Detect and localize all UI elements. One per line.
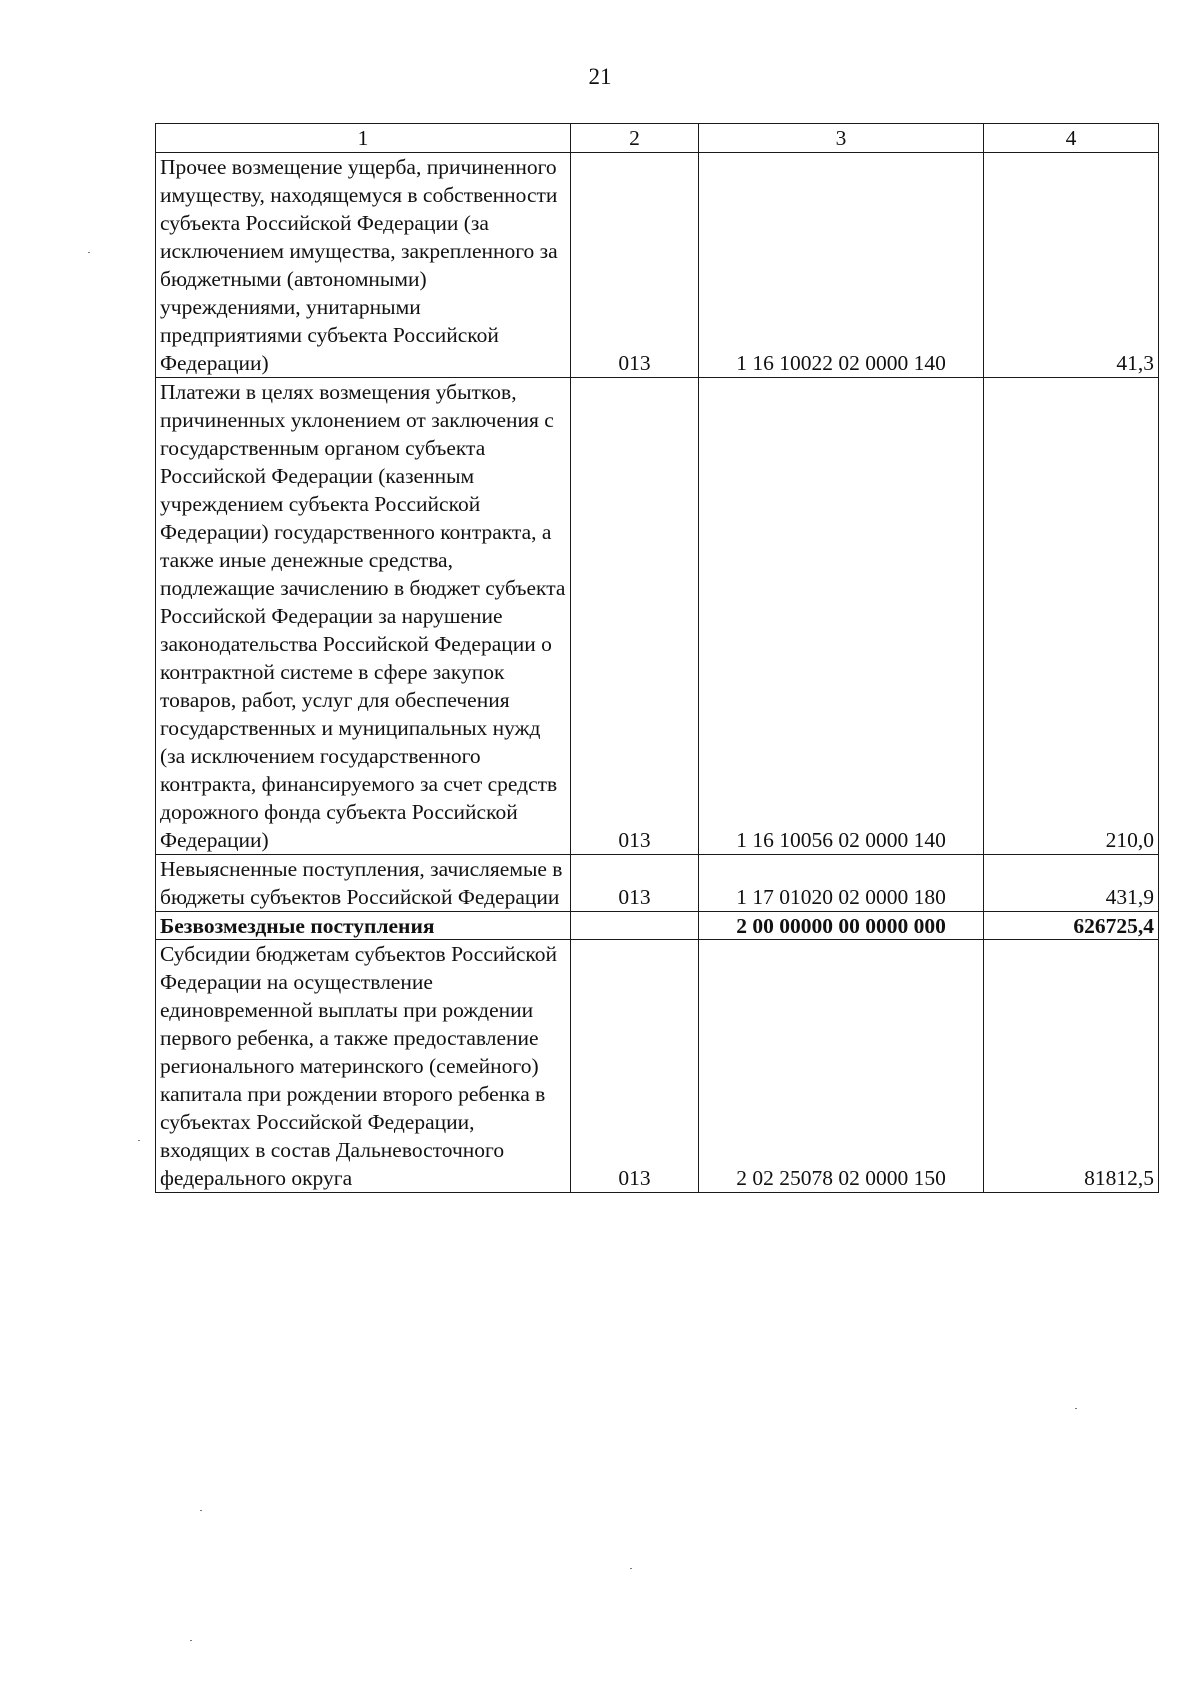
column-number-row [156,124,1159,153]
row-budget-code: 1 17 01020 02 0000 180 [699,855,984,912]
scan-speck [200,1510,202,1511]
page-number: 21 [588,64,612,89]
row-admin-code: 013 [571,378,699,855]
row-amount: 41,3 [984,153,1159,378]
row-admin-code: 013 [571,940,699,1193]
table-row [156,940,1159,1193]
row-amount: 210,0 [984,378,1159,855]
row-name: Прочее возмещение ущерба, причиненного имуществу, находящемуся в собственности субъекта Российской Федерации (за исключением имущества, закрепленного за бюджетными (автономными) учреждениями, унитарными предприятиями субъекта Российской Федерации) [156,153,571,378]
table-row [156,153,1159,378]
row-budget-code: 1 16 10022 02 0000 140 [699,153,984,378]
row-name: Безвозмездные поступления [156,912,571,940]
row-amount: 81812,5 [984,940,1159,1193]
row-budget-code: 2 00 00000 00 0000 000 [699,912,984,940]
scan-speck [190,1640,192,1641]
table-row-section-total [156,912,1159,940]
scan-speck [1075,1408,1077,1409]
row-admin-code [571,912,699,940]
row-name: Субсидии бюджетам субъектов Российской Федерации на осуществление единовременной выплаты при рождении первого ребенка, а также предоставление регионального материнского (семейного) капитала при рождении второго ребенка в субъектах Российской Федерации, входящих в состав Дальневосточного федерального округа [156,940,571,1193]
column-number-2: 2 [571,124,699,153]
table-row [156,378,1159,855]
column-number-4: 4 [984,124,1159,153]
row-name: Невыясненные поступления, зачисляемые в бюджеты субъектов Российской Федерации [156,855,571,912]
row-name: Платежи в целях возмещения убытков, причиненных уклонением от заключения с государственным органом субъекта Российской Федерации (казенным учреждением субъекта Российской Федерации) государственного контракта, а также иные денежные средства, подлежащие зачислению в бюджет субъекта Российской Федерации за нарушение законодательства Российской Федерации о контрактной системе в сфере закупок товаров, работ, услуг для обеспечения государственных и муниципальных нужд (за исключением государственного контракта, финансируемого за счет средств дорожного фонда субъекта Российской Федерации) [156,378,571,855]
row-admin-code: 013 [571,855,699,912]
row-amount: 626725,4 [984,912,1159,940]
scan-speck [88,252,90,253]
scan-speck [630,1568,632,1569]
scan-speck [138,1140,140,1141]
column-number-1: 1 [156,124,571,153]
row-budget-code: 1 16 10056 02 0000 140 [699,378,984,855]
table-row [156,855,1159,912]
row-admin-code: 013 [571,153,699,378]
row-amount: 431,9 [984,855,1159,912]
column-number-3: 3 [699,124,984,153]
revenue-table [155,123,1159,1193]
row-budget-code: 2 02 25078 02 0000 150 [699,940,984,1193]
